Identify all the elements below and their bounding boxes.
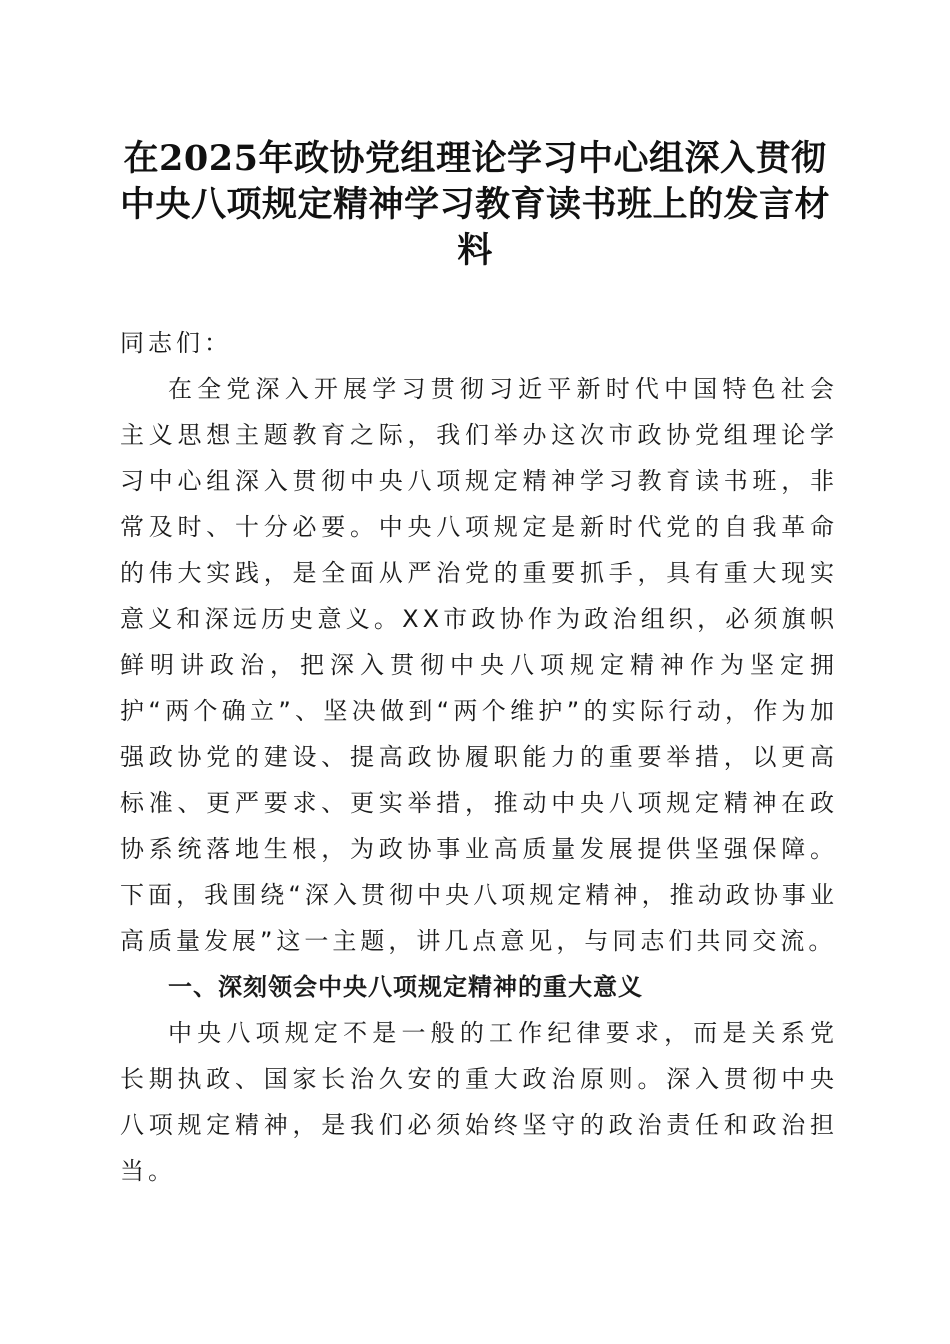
document-title: 在2025年政协党组理论学习中心组深入贯彻中央八项规定精神学习教育读书班上的发言材料 bbox=[119, 138, 830, 271]
intro-paragraph: 在全党深入开展学习贯彻习近平新时代中国特色社会主义思想主题教育之际，我们举办这次市政协党组理论学习中心组深入贯彻中央八项规定精神学习教育读书班，非常及时、十分必要。中央八项规定是新时代党的自我革命的伟大实践，是全面从严治党的重要抓手，具有重大现实意义和深远历史意义。XX市政协作为政治组织，必须旗帜鲜明讲政治，把深入贯彻中央八项规定精神作为坚定拥护“两个确立”、坚决做到“两个维护”的实际行动，作为加强政协党的建设、提高政协履职能力的重要举措，以更高标准、更严要求、更实举措，推动中央八项规定精神在政协系统落地生根，为政协事业高质量发展提供坚强保障。下面，我围绕“深入贯彻中央八项规定精神，推动政协事业高质量发展”这一主题，讲几点意见，与同志们共同交流。 bbox=[120, 375, 838, 955]
salutation: 同志们： bbox=[120, 329, 232, 357]
section-paragraph: 中央八项规定不是一般的工作纪律要求，而是关系党长期执政、国家长治久安的重大政治原则。深入贯彻中央八项规定精神，是我们必须始终坚守的政治责任和政治担当。 bbox=[120, 1019, 838, 1185]
section-heading: 一、深刻领会中央八项规定精神的重大意义 bbox=[168, 973, 643, 1001]
document-body bbox=[120, 320, 838, 1194]
